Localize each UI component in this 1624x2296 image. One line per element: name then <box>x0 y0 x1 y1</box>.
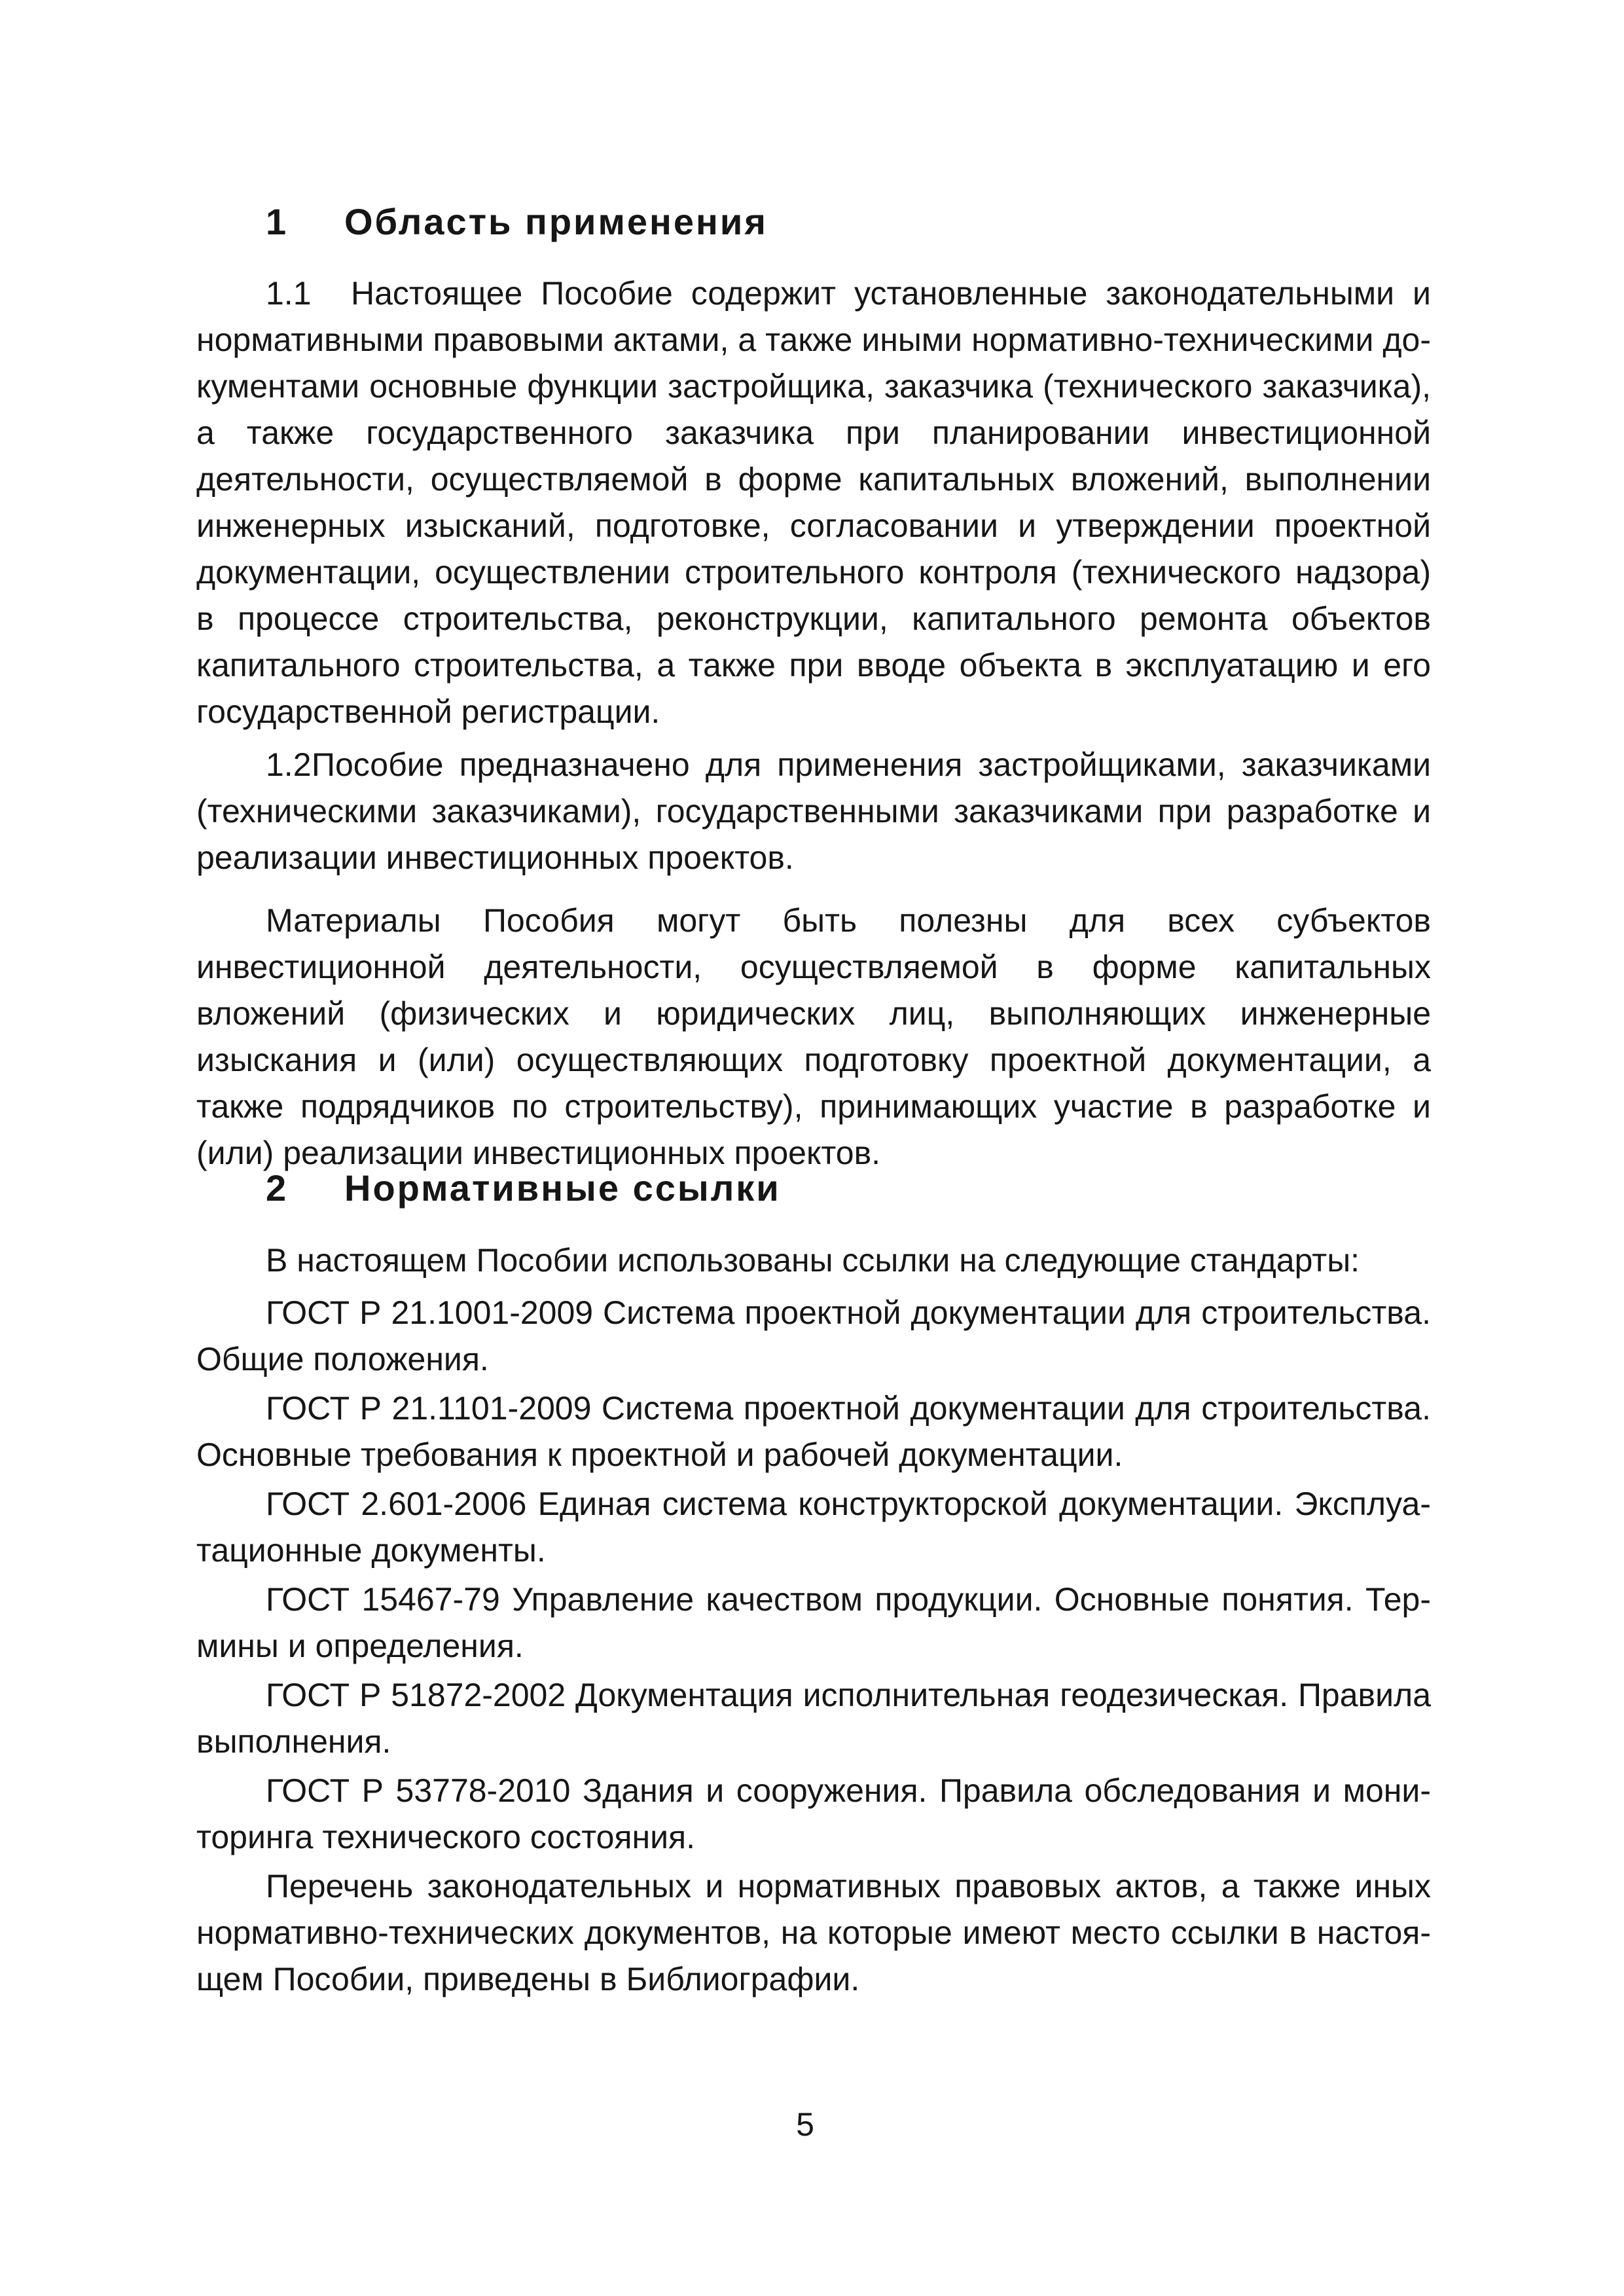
paragraph-1-2 <box>196 742 1431 881</box>
bibliography-note: Перечень законодательных и нормативных правовых актов, а также иных нормативно-технических документов, на которые имеют место ссылки в настоящем Пособии, приведены в Библиографии. <box>196 1868 1431 1997</box>
standard-reference: ГОСТ Р 21.1101-2009 Система проектной документации для строительства. Основные требования к проектной и рабочей документации. <box>196 1390 1431 1473</box>
paragraph-materials: Материалы Пособия могут быть полезны для всех субъектов инвестиционной деятельности, осуществляемой в форме капитальных вложений (физических и юридических лиц, выполняющих инженерные изыскания и (или) осуществляющих подготовку проектной документации, а также подрядчиков по строительству), принимающих участие в разработке и (или) реализации инвестиционных проектов. <box>196 902 1431 1171</box>
standard-reference: ГОСТ 15467-79 Управление качеством продукции. Основные понятия. Термины и определения. <box>196 1581 1431 1664</box>
section-1-number: 1 <box>266 201 287 242</box>
section-1-heading <box>266 200 768 244</box>
standard-reference: ГОСТ Р 51872-2002 Документация исполнительная геодезическая. Правила выполнения. <box>196 1677 1431 1760</box>
paragraph-1-1-text: Настоящее Пособие содержит установленные законодательными и нормативными правовыми актами, а также иными нормативно-техническими документами основные функции застройщика, заказчика (технического заказчика), а также государственного заказчика при планировании инвестиционной деятельности, осуществляемой в форме капитальных вложений, выполнении инженерных изысканий, подготовке, согласовании и утверждении проектной документации, осуществлении строительного контроля (технического надзора) в процессе строительства, реконструкции, капитального ремонта объектов капитального строительства, а также при вводе объекта в эксплуатацию и его государственной регистрации. <box>196 275 1431 730</box>
references-intro: В настоящем Пособии использованы ссылки на следующие стандарты: <box>266 1242 1360 1279</box>
section-2-number: 2 <box>266 1167 287 1209</box>
paragraph-1-1 <box>196 270 1431 735</box>
paragraph-1-2-text: Пособие предназначено для применения застройщиками, заказчиками (техническими заказчиками), государственными заказчиками при разработке и реализации инвестиционных проектов. <box>196 746 1431 876</box>
standard-reference: ГОСТ Р 21.1001-2009 Система проектной документации для строительства. Общие положения. <box>196 1294 1431 1377</box>
section-1-title: Область применения <box>344 201 768 242</box>
paragraph-1-1-number: 1.1 <box>266 275 312 312</box>
paragraph-1-2-number: 1.2 <box>266 746 312 783</box>
standard-reference: ГОСТ 2.601-2006 Единая система конструкторской документации. Эксплуатационные документы. <box>196 1485 1431 1569</box>
page-number: 5 <box>796 2106 814 2143</box>
section-2-heading <box>266 1167 781 1210</box>
section-2-title: Нормативные ссылки <box>344 1167 781 1209</box>
standard-reference: ГОСТ Р 53778-2010 Здания и сооружения. Правила обследования и мониторинга технического состояния. <box>196 1772 1431 1855</box>
